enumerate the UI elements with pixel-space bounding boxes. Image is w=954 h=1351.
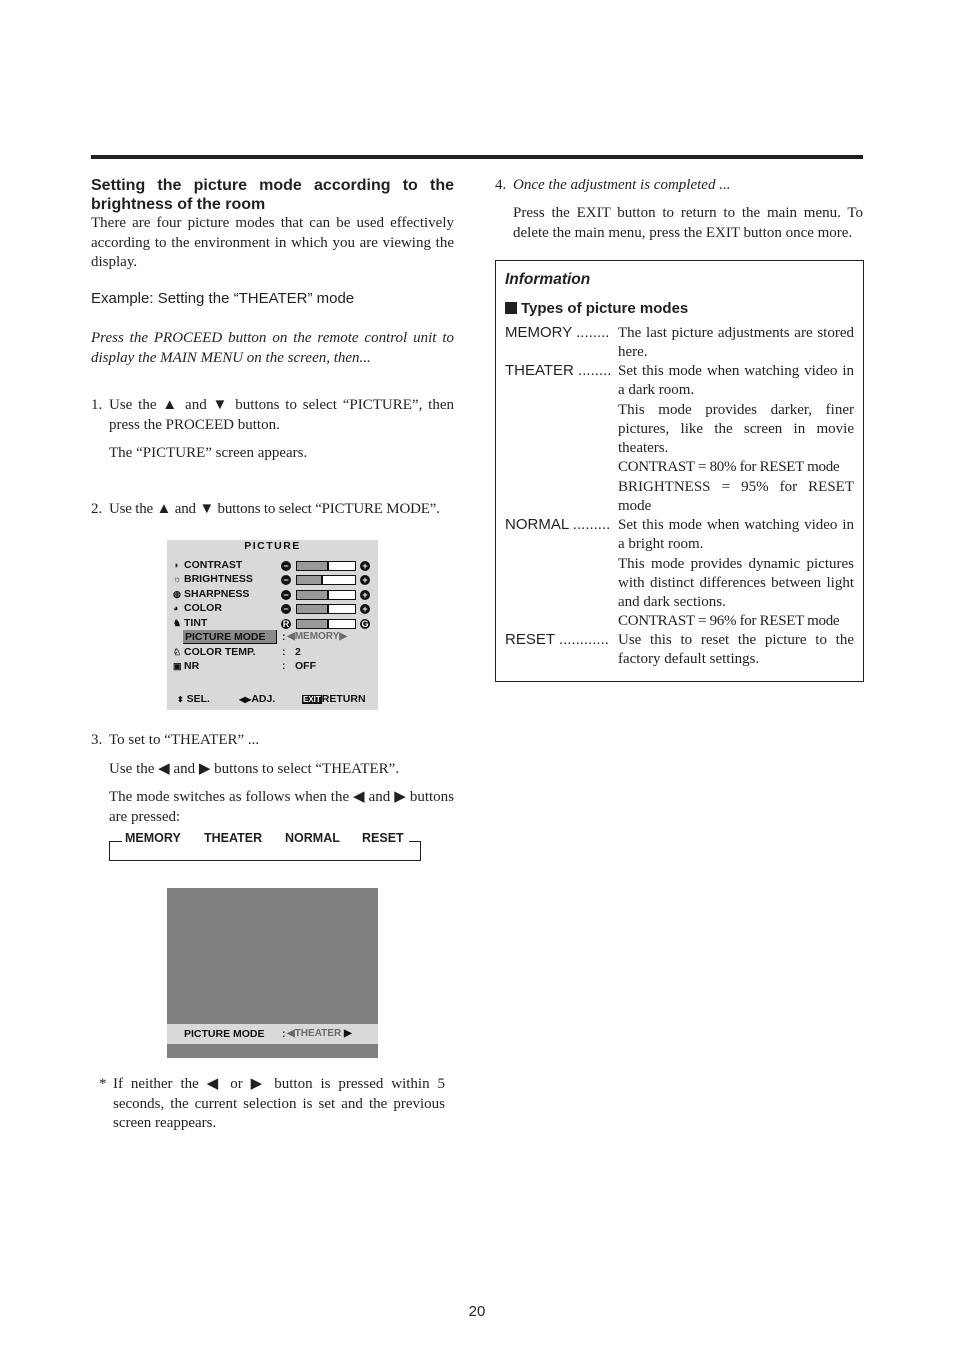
menu-row-sharpness[interactable] — [173, 587, 249, 601]
page-number: 20 — [468, 1303, 486, 1320]
step-1-number: 1. — [91, 397, 103, 413]
square-bullet-icon — [505, 302, 517, 314]
brightness-icon: ☼ — [173, 574, 182, 584]
left-right-arrows-icon: ◀▶ — [239, 695, 252, 704]
menu-row-nr[interactable] — [173, 659, 199, 673]
menu-row-label: CONTRAST — [184, 559, 243, 571]
tint-level-bar[interactable] — [296, 619, 356, 629]
left-arrow-icon: ◀ — [287, 1028, 295, 1039]
step-1-result: The “PICTURE” screen appears. — [109, 445, 308, 461]
menu-row-contrast[interactable] — [173, 558, 242, 572]
def-theater-2: This mode provides darker, finer pictures, like the screen in movie theaters. — [618, 402, 854, 457]
screen-picture-mode-label: PICTURE MODE — [184, 1028, 265, 1040]
types-heading-text: Types of picture modes — [521, 300, 689, 317]
step-2-text: Use the ▲ and ▼ buttons to select “PICTURE MODE”. — [109, 501, 440, 517]
exit-key-icon: EXIT — [303, 695, 321, 704]
sel-hint — [177, 692, 210, 707]
minus-icon: − — [281, 590, 291, 600]
picture-mode-colon: : — [282, 631, 286, 643]
step-3-mode-switch-text: The mode switches as follows when the ◀ and ▶ buttons are pressed: — [109, 789, 454, 825]
timeout-note: If neither the ◀ or ▶ button is pressed within 5 seconds, the current selection is set and the previous screen reappears. — [113, 1076, 445, 1131]
mode-sequence-diagram — [109, 831, 421, 862]
menu-row-tint[interactable] — [173, 616, 207, 630]
step-4-number: 4. — [495, 177, 507, 193]
def-reset: Use this to reset the picture to the factory default settings. — [618, 632, 854, 668]
picture-menu-screen — [167, 540, 378, 710]
term-reset: RESET ............ — [505, 631, 609, 648]
step-4-instruction: Press the EXIT button to return to the main menu. To delete the main menu, press the EXIT button once more. — [513, 205, 863, 241]
color-temp-colon: : — [282, 646, 286, 658]
step-3-text: To set to “THEATER” ... — [109, 732, 260, 748]
sharpness-icon: ◍ — [173, 589, 181, 599]
screen-picture-mode-colon: : — [282, 1028, 286, 1040]
information-box — [495, 260, 864, 682]
left-arrow-icon: ◀ — [287, 631, 295, 642]
tint-g-icon: G — [361, 619, 369, 629]
def-normal-2: This mode provides dynamic pictures with distinct differences between light and dark sections. — [618, 556, 854, 611]
picture-mode-label: PICTURE MODE — [185, 631, 266, 643]
theater-mode-screen — [167, 888, 378, 1058]
def-normal-1: Set this mode when watching video in a bright room. — [618, 517, 854, 553]
sequence-item-memory: MEMORY — [125, 831, 181, 845]
color-temp-icon: ♘ — [173, 647, 182, 657]
def-normal-3: CONTRAST = 96% for RESET mode — [618, 613, 840, 629]
picture-mode-value-memory[interactable] — [287, 630, 347, 644]
contrast-icon: ◑ — [173, 560, 179, 570]
sequence-item-normal: NORMAL — [285, 831, 340, 845]
def-theater-4: BRIGHTNESS = 95% for RESET mode — [618, 479, 854, 515]
color-temp-value: 2 — [295, 646, 301, 658]
sharpness-level-bar[interactable] — [296, 590, 356, 600]
term-normal: NORMAL ......... — [505, 516, 611, 533]
intro-paragraph: There are four picture modes that can be used effectively according to the environment in which you are viewing the display. — [91, 215, 454, 270]
menu-row-label: TINT — [184, 617, 208, 629]
return-label: RETURN — [321, 693, 366, 705]
tint-r-icon: R — [282, 619, 290, 629]
return-hint — [302, 692, 366, 707]
sequence-item-reset: RESET — [362, 831, 404, 845]
menu-row-label: COLOR — [184, 602, 222, 614]
nr-value: OFF — [295, 660, 316, 672]
step-4-text: Once the adjustment is completed ... — [513, 177, 731, 193]
def-memory: The last picture adjustments are stored here. — [618, 325, 854, 361]
brightness-level-bar[interactable] — [296, 575, 356, 585]
note-asterisk: * — [99, 1076, 107, 1092]
step-2-number: 2. — [91, 501, 103, 517]
types-heading — [505, 300, 688, 317]
def-theater-3: CONTRAST = 80% for RESET mode — [618, 459, 840, 475]
nr-icon: ▣ — [173, 661, 182, 671]
contrast-level-bar[interactable] — [296, 561, 356, 571]
color-icon: ◕ — [173, 603, 179, 613]
picture-mode-value-text: MEMORY — [294, 631, 340, 642]
screen-picture-mode-value-text: THEATER — [294, 1028, 342, 1039]
sel-label: SEL. — [186, 693, 210, 705]
screen-picture-mode-value[interactable] — [287, 1028, 352, 1039]
step-1-text: Use the ▲ and ▼ buttons to select “PICTURE”, then press the PROCEED button. — [109, 397, 454, 433]
adj-label: ADJ. — [251, 693, 276, 705]
plus-icon: + — [360, 590, 370, 600]
picture-menu-title: PICTURE — [244, 540, 301, 552]
menu-row-label: NR — [184, 660, 200, 672]
menu-row-label: SHARPNESS — [184, 588, 250, 600]
press-proceed-text: Press the PROCEED button on the remote control unit to display the MAIN MENU on the screen, then... — [91, 330, 454, 366]
def-theater-1: Set this mode when watching video in a dark room. — [618, 363, 854, 399]
up-down-arrows-icon: ⬍ — [177, 695, 184, 704]
menu-row-color[interactable] — [173, 601, 222, 615]
tint-icon: ♞ — [173, 618, 182, 628]
minus-icon: − — [281, 604, 291, 614]
right-arrow-icon: ▶ — [339, 631, 348, 642]
minus-icon: − — [281, 561, 291, 571]
menu-row-label: COLOR TEMP. — [184, 646, 256, 658]
section-heading: Setting the picture mode according to the brightness of the room — [91, 177, 454, 213]
menu-row-label: BRIGHTNESS — [184, 573, 253, 585]
top-rule — [91, 155, 863, 159]
information-title: Information — [505, 271, 591, 288]
adj-hint — [239, 692, 275, 707]
right-arrow-icon: ▶ — [343, 1028, 352, 1039]
color-level-bar[interactable] — [296, 604, 356, 614]
sequence-left-tick — [109, 841, 122, 842]
plus-icon: + — [360, 575, 370, 585]
plus-icon: + — [360, 604, 370, 614]
minus-icon: − — [281, 575, 291, 585]
nr-colon: : — [282, 660, 286, 672]
menu-row-color-temp[interactable] — [173, 645, 256, 659]
plus-icon: + — [360, 561, 370, 571]
picture-mode-row-highlight[interactable] — [183, 630, 277, 644]
step-3-instruction: Use the ◀ and ▶ buttons to select “THEATER”. — [109, 761, 400, 777]
term-memory: MEMORY ........ — [505, 324, 610, 341]
sequence-right-tick — [409, 841, 421, 842]
sequence-item-theater: THEATER — [204, 831, 263, 845]
menu-row-brightness[interactable] — [173, 572, 253, 586]
step-3-number: 3. — [91, 732, 103, 748]
term-theater: THEATER ........ — [505, 362, 612, 379]
example-line: Example: Setting the “THEATER” mode — [91, 290, 355, 307]
